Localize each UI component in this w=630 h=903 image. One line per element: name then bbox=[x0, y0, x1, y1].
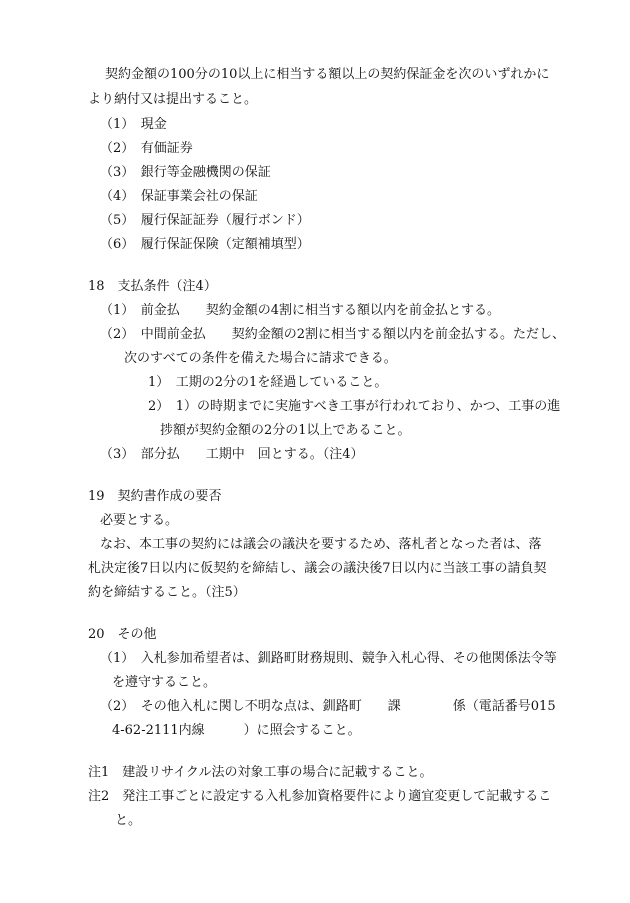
payment-condition-1: 1） 工期の2分の1を経過していること。 bbox=[148, 375, 388, 390]
contract-note-line-2: 札決定後7日以内に仮契約を締結し、議会の議決後7日以内に当該工事の請負契 bbox=[88, 561, 547, 576]
payment-item-3: （3） 部分払 工期中 回とする。（注4） bbox=[100, 447, 364, 462]
other-item-2-line-1: （2） その他入札に関し不明な点は、釧路町 課 係（電話番号015 bbox=[100, 699, 556, 714]
payment-item-2-line-2: 次のすべての条件を備えた場合に請求できる。 bbox=[124, 351, 397, 366]
section-18-heading: 18 支払条件（注4） bbox=[88, 279, 217, 294]
footnote-2-line-1: 注2 発注工事ごとに設定する入札参加資格要件により適宜変更して記載するこ bbox=[88, 789, 552, 804]
other-item-1-line-2: を遵守すること。 bbox=[112, 675, 217, 690]
intro-line-1: 契約金額の100分の10以上に相当する額以上の契約保証金を次のいずれかに bbox=[105, 67, 550, 82]
payment-condition-2-line-1: 2） 1）の時期までに実施すべき工事が行われており、かつ、工事の進 bbox=[148, 399, 561, 414]
payment-item-2-line-1: （2） 中間前金払 契約金額の2割に相当する額以内を前金払する。ただし、 bbox=[100, 327, 566, 342]
guarantee-item-3: （3） 銀行等金融機関の保証 bbox=[100, 165, 271, 180]
payment-item-1: （1） 前金払 契約金額の4割に相当する額以内を前金払とする。 bbox=[100, 303, 501, 318]
section-20-heading: 20 その他 bbox=[88, 627, 157, 642]
footnote-1: 注1 建設リサイクル法の対象工事の場合に記載すること。 bbox=[88, 765, 433, 780]
guarantee-item-5: （5） 履行保証証券（履行ボンド） bbox=[100, 213, 310, 228]
intro-line-2: より納付又は提出すること。 bbox=[88, 92, 258, 107]
guarantee-item-4: （4） 保証事業会社の保証 bbox=[100, 189, 258, 204]
contract-note-line-3: 約を締結すること。（注5） bbox=[88, 585, 246, 600]
footnote-2-line-2: と。 bbox=[115, 813, 142, 828]
other-item-1-line-1: （1） 入札参加希望者は、釧路町財務規則、競争入札心得、その他関係法令等 bbox=[100, 651, 557, 666]
section-19-heading: 19 契約書作成の要否 bbox=[88, 489, 222, 504]
contract-note-line-1: なお、本工事の契約には議会の議決を要するため、落札者となった者は、落 bbox=[100, 537, 542, 552]
other-item-2-line-2: 4-62-2111内線 ）に照会すること。 bbox=[112, 723, 361, 738]
guarantee-item-2: （2） 有価証券 bbox=[100, 141, 193, 156]
payment-condition-2-line-2: 捗額が契約金額の2分の1以上であること。 bbox=[160, 423, 411, 438]
guarantee-item-6: （6） 履行保証保険（定額補填型） bbox=[100, 237, 310, 252]
guarantee-item-1: （1） 現金 bbox=[100, 117, 167, 132]
contract-required-text: 必要とする。 bbox=[100, 513, 179, 528]
